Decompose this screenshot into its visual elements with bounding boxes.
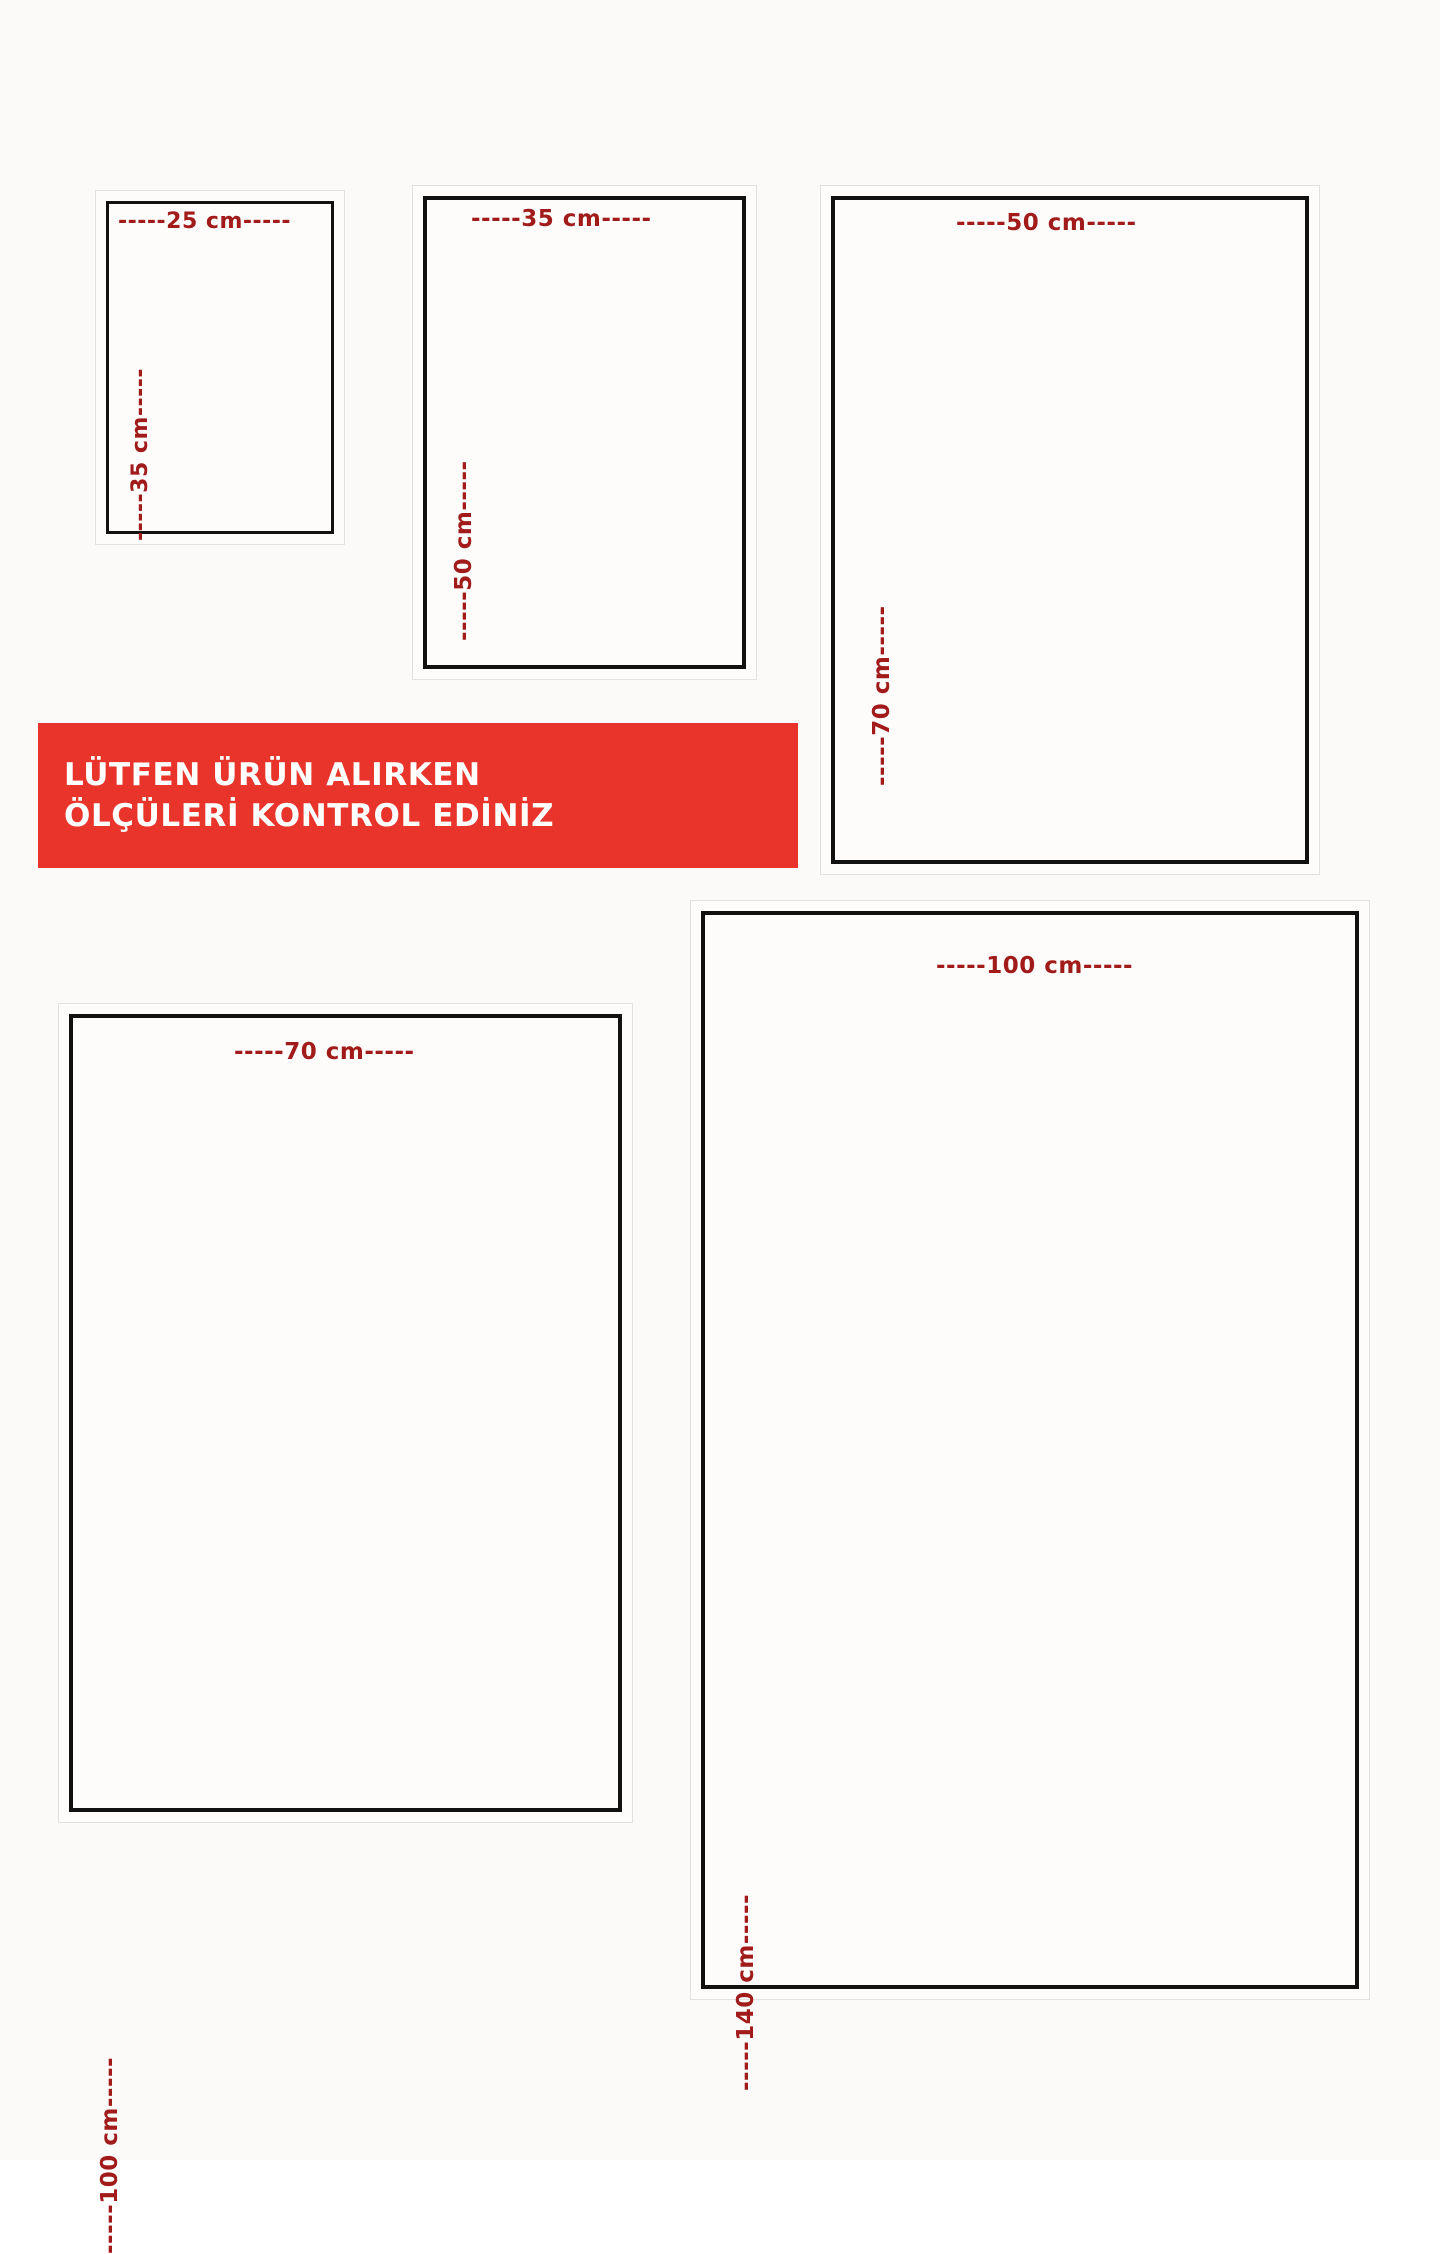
frame-35x50-width-label: -----35 cm----- [471,206,652,232]
frame-70x100-width-label: -----70 cm----- [234,1039,415,1065]
frame-25x35 [95,190,345,545]
frame-100x140-width-label: -----100 cm----- [936,953,1134,979]
size-warning-banner [38,723,798,868]
frame-25x35-height-label: -----35 cm----- [128,367,153,541]
frame-70x100 [58,1003,633,2254]
frame-70x100-inner [69,1014,622,1812]
frame-100x140-height-label: -----140 cm----- [733,1893,759,2091]
frame-35x50-height-label: -----50 cm----- [451,460,477,641]
frame-50x70-inner [831,196,1309,864]
size-warning-line-2: ÖLÇÜLERİ KONTROL EDİNİZ [64,797,555,834]
frame-50x70-height-label: -----70 cm----- [869,605,895,786]
frame-35x50 [412,185,757,680]
frame-100x140 [690,900,1370,2091]
size-warning-line-1: LÜTFEN ÜRÜN ALIRKEN [64,756,481,793]
frame-50x70 [820,185,1320,875]
frame-100x140-inner [701,911,1359,1989]
frame-70x100-height-label: -----100 cm----- [97,2056,123,2254]
frame-25x35-width-label: -----25 cm----- [118,209,292,234]
frame-50x70-width-label: -----50 cm----- [956,210,1137,236]
